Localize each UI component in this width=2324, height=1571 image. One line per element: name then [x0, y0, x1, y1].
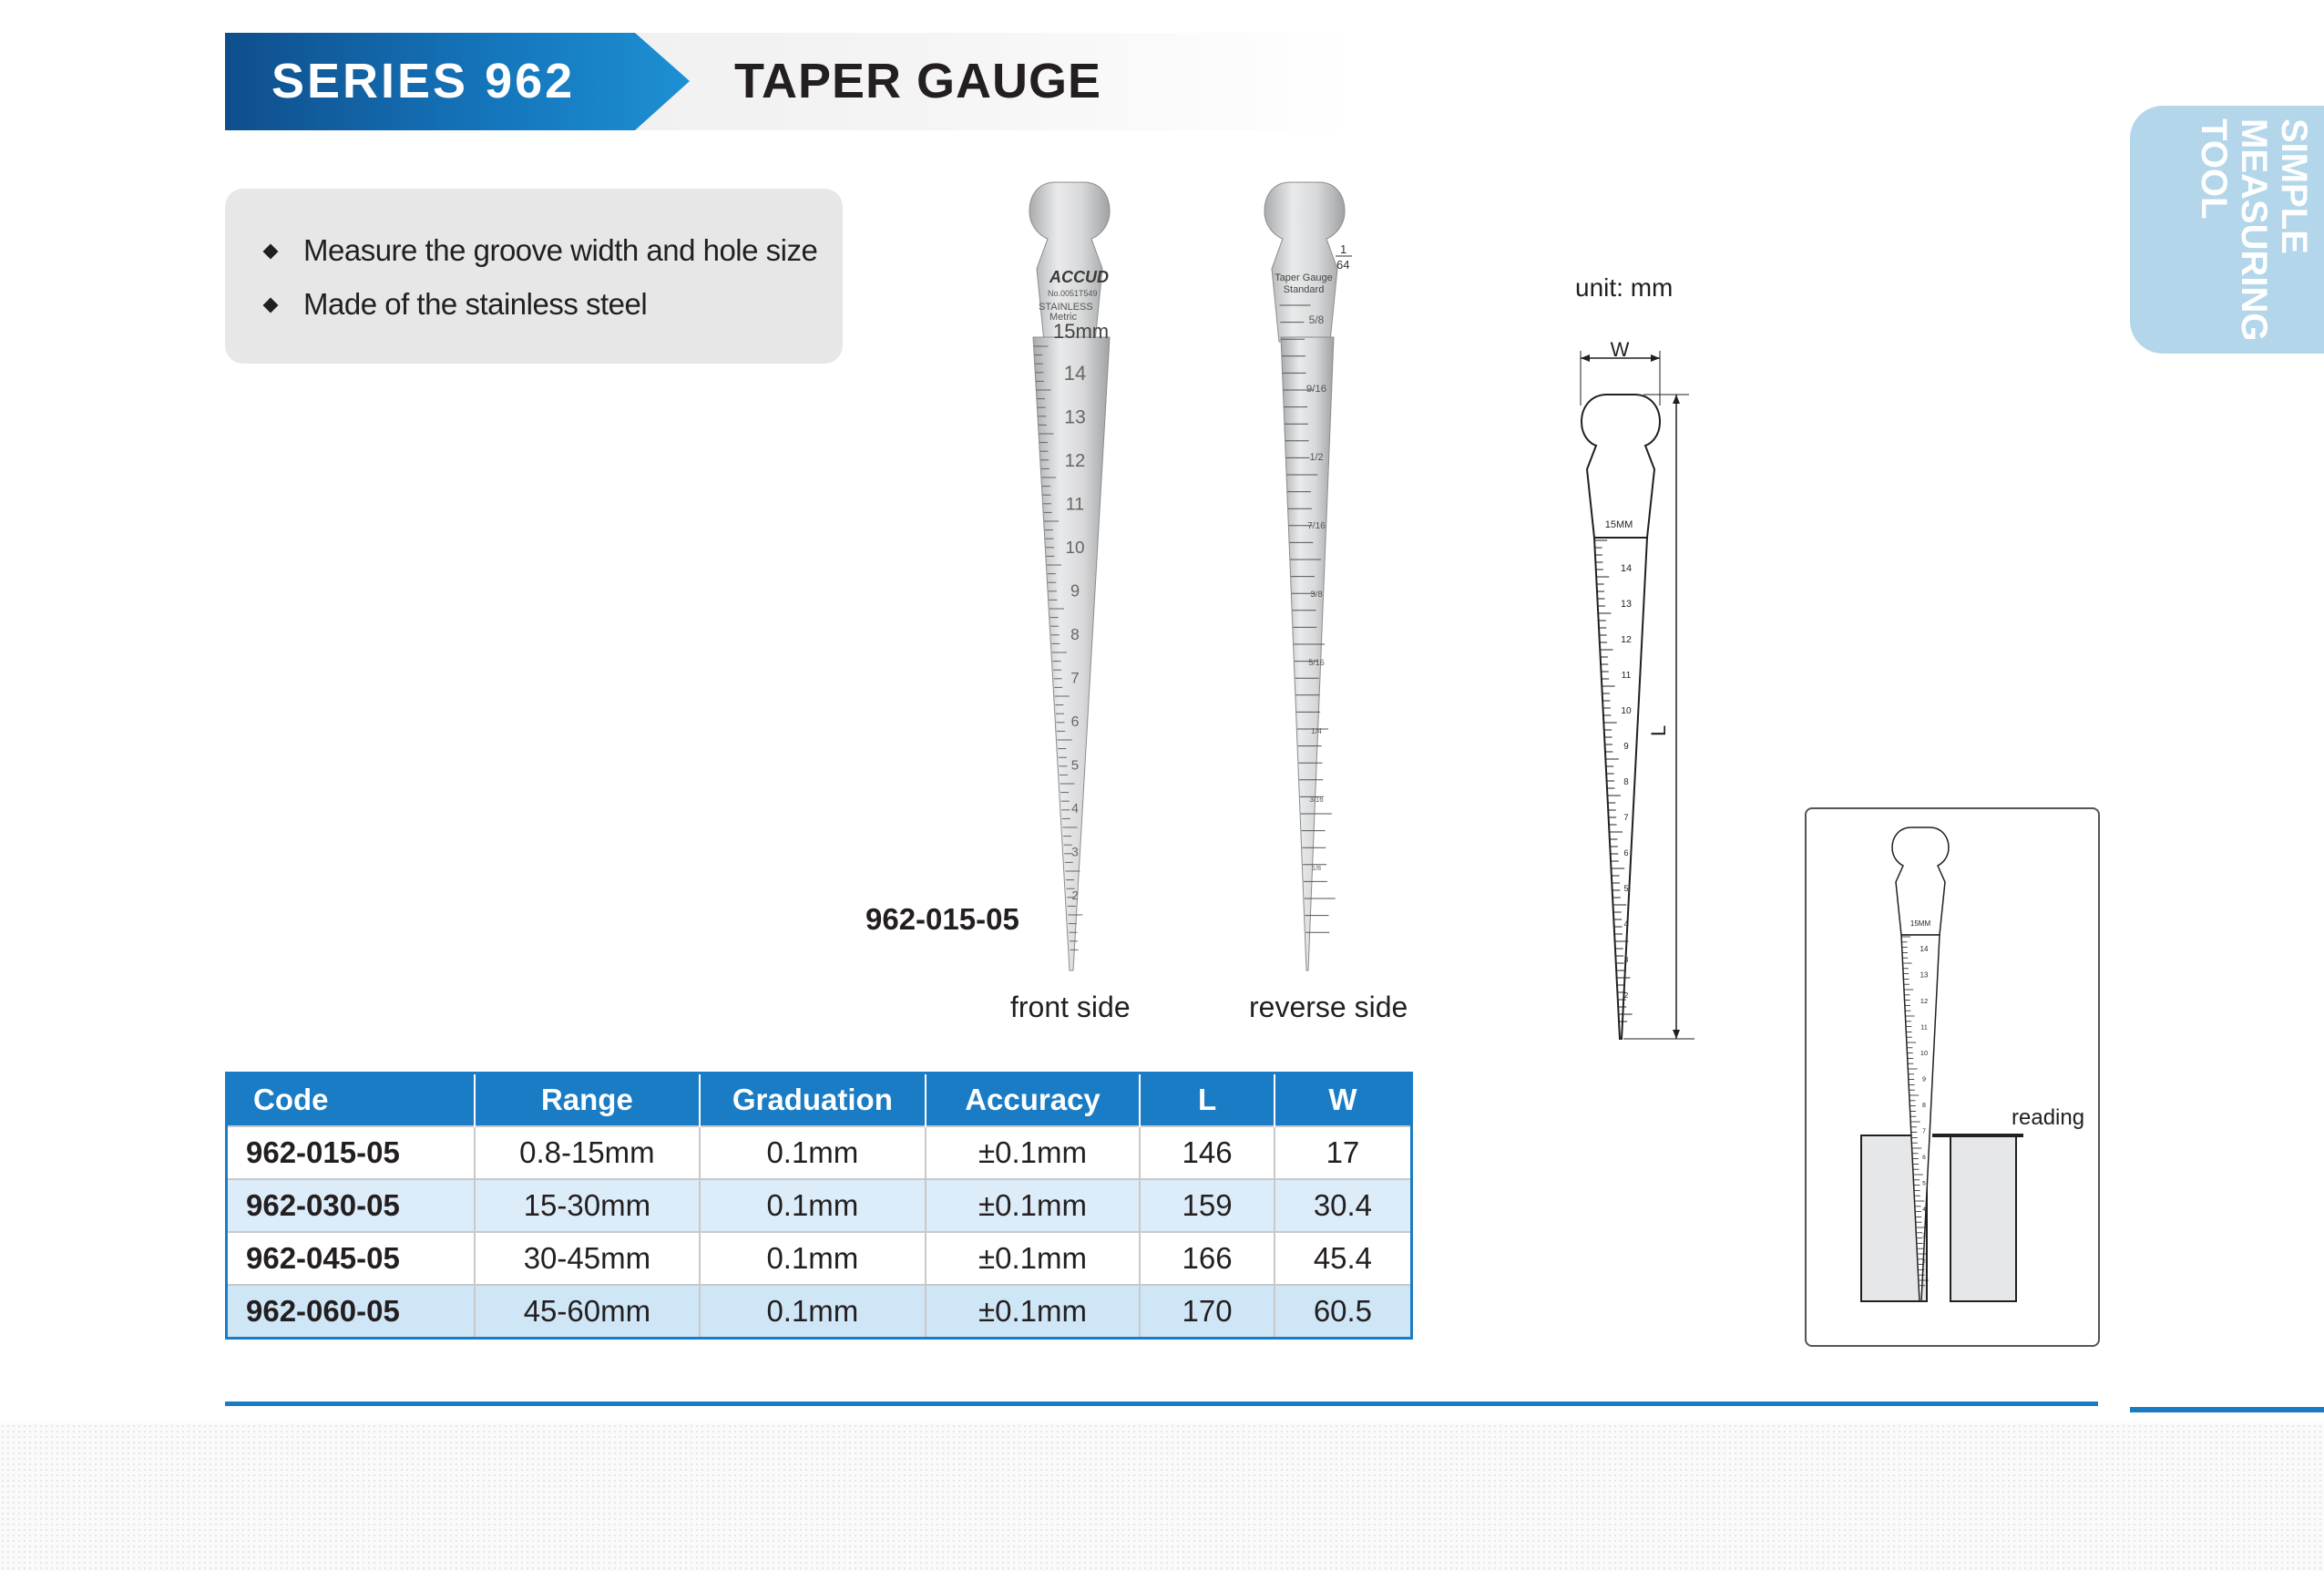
scale-number: 8 — [1922, 1103, 1926, 1109]
scale-number: 14 — [1063, 362, 1087, 385]
cell-accuracy: ±0.1mm — [926, 1126, 1141, 1179]
scale-number: 2 — [1623, 991, 1629, 1000]
scale-number: 3 — [1922, 1232, 1926, 1239]
cell-range: 15-30mm — [475, 1179, 700, 1232]
feature-item — [303, 287, 647, 322]
scale-number: 2 — [1071, 888, 1079, 902]
scale-number: 12 — [1621, 634, 1632, 645]
scale-number: 12 — [1920, 997, 1929, 1005]
reverse-system: Standard — [1283, 284, 1325, 295]
scale-number: 10 — [1621, 706, 1632, 716]
scale-number: 13 — [1920, 970, 1929, 980]
scale-number: 9 — [1070, 581, 1080, 601]
cell-range: 0.8-15mm — [475, 1126, 700, 1179]
dimension-drawing — [1567, 333, 1694, 1052]
cell-w: 60.5 — [1275, 1285, 1412, 1339]
scale-number: 6 — [1623, 848, 1629, 857]
scale-number: 2 — [1922, 1258, 1926, 1265]
cell-w: 17 — [1275, 1126, 1412, 1179]
scale-number: 11 — [1621, 671, 1632, 681]
features-box — [225, 189, 843, 364]
scale-number: 4 — [1071, 802, 1079, 816]
reverse-side-label: reverse side — [1249, 991, 1408, 1023]
scale-number: 10 — [1920, 1049, 1929, 1057]
scale-number: 11 — [1920, 1022, 1928, 1032]
front-side-label: front side — [1010, 991, 1131, 1023]
max-size-label: 15mm — [1053, 320, 1110, 343]
w-dimension-label: W — [1610, 338, 1630, 361]
footer-pattern — [0, 1423, 2324, 1571]
footer-divider-right — [2130, 1407, 2324, 1412]
cell-w: 30.4 — [1275, 1179, 1412, 1232]
feature-text: Measure the groove width and hole size — [303, 233, 818, 267]
scale-number: 9 — [1922, 1074, 1926, 1083]
cell-graduation: 0.1mm — [700, 1179, 926, 1232]
scale-number: 1/2 — [1309, 452, 1324, 463]
scale-number: 8 — [1623, 777, 1629, 787]
cell-graduation: 0.1mm — [700, 1126, 926, 1179]
scale-number: 7/16 — [1307, 521, 1326, 531]
category-tab-line1: SIMPLE — [2274, 118, 2314, 254]
cell-graduation: 0.1mm — [700, 1285, 926, 1339]
scale-number: 9/16 — [1305, 384, 1327, 395]
scale-number: 9 — [1623, 742, 1629, 752]
scale-number: 3 — [1623, 955, 1629, 964]
feature-text: Made of the stainless steel — [303, 287, 648, 321]
material-label: STAINLESS — [1039, 302, 1093, 313]
cell-range: 45-60mm — [475, 1285, 700, 1339]
scale-number: 6 — [1070, 714, 1080, 730]
cell-code: 962-030-05 — [227, 1179, 475, 1232]
reading-top-mark: 15MM — [1909, 919, 1931, 928]
scale-number: 14 — [1620, 563, 1633, 574]
table-row — [227, 1285, 1412, 1339]
scale-number: 3/8 — [1310, 590, 1323, 600]
cell-l: 159 — [1140, 1179, 1275, 1232]
scale-number: 1/8 — [1312, 864, 1321, 872]
scale-number: 5/16 — [1308, 658, 1325, 667]
scale-number: 12 — [1064, 450, 1086, 471]
scale-number: 7 — [1922, 1128, 1926, 1135]
cell-range: 30-45mm — [475, 1232, 700, 1285]
scale-number: 4 — [1623, 919, 1629, 929]
scale-number: 5 — [1623, 884, 1629, 893]
col-header-w: W — [1275, 1073, 1412, 1127]
scale-number: 3/16 — [1309, 796, 1324, 804]
scale-number: 11 — [1065, 494, 1085, 515]
cell-w: 45.4 — [1275, 1232, 1412, 1285]
model-code: 962-015-05 — [865, 902, 1019, 936]
category-tab-line2: MEASURING TOOL — [2194, 118, 2274, 342]
col-header-graduation: Graduation — [700, 1073, 926, 1127]
table-row — [227, 1232, 1412, 1285]
serial-number: No.0051T549 — [1048, 289, 1098, 298]
drawing-top-mark: 15MM — [1604, 519, 1633, 530]
feature-item — [303, 233, 817, 268]
heading-fraction-den: 64 — [1336, 258, 1350, 272]
scale-number: 10 — [1065, 539, 1085, 558]
reading-label: reading — [2012, 1105, 2085, 1130]
cell-l: 146 — [1140, 1126, 1275, 1179]
front-gauge — [1029, 182, 1110, 970]
unit-label: unit: mm — [1575, 273, 1674, 302]
cell-code: 962-015-05 — [227, 1126, 475, 1179]
bullet-icon — [263, 244, 279, 260]
scale-number: 6 — [1922, 1155, 1926, 1161]
scale-number: 5 — [1922, 1180, 1926, 1187]
reverse-gauge — [1264, 182, 1352, 970]
col-header-accuracy: Accuracy — [926, 1073, 1141, 1127]
cell-code: 962-060-05 — [227, 1285, 475, 1339]
col-header-range: Range — [475, 1073, 700, 1127]
scale-number: 13 — [1064, 406, 1086, 428]
l-dimension-label: L — [1647, 724, 1670, 736]
spec-table — [225, 1072, 1413, 1340]
product-photo — [1002, 178, 1385, 980]
col-header-code: Code — [227, 1073, 475, 1127]
cell-l: 166 — [1140, 1232, 1275, 1285]
cell-code: 962-045-05 — [227, 1232, 475, 1285]
cell-accuracy: ±0.1mm — [926, 1232, 1141, 1285]
system-label: Metric — [1049, 312, 1077, 323]
footer-divider — [225, 1402, 2098, 1406]
series-title: SERIES 962 — [271, 54, 576, 108]
scale-number: 7 — [1070, 669, 1080, 687]
cell-graduation: 0.1mm — [700, 1232, 926, 1285]
bullet-icon — [263, 298, 279, 313]
reading-diagram — [1805, 807, 2100, 1347]
category-tab-label — [2194, 118, 2314, 346]
page-title: TAPER GAUGE — [734, 54, 1102, 108]
cell-l: 170 — [1140, 1285, 1275, 1339]
scale-number: 5 — [1070, 757, 1080, 774]
cell-accuracy: ±0.1mm — [926, 1179, 1141, 1232]
table-row — [227, 1179, 1412, 1232]
scale-number: 13 — [1621, 599, 1632, 610]
col-header-l: L — [1140, 1073, 1275, 1127]
scale-number: 5/8 — [1308, 313, 1325, 326]
reverse-title: Taper Gauge — [1275, 272, 1333, 283]
heading-fraction-num: 1 — [1340, 242, 1347, 256]
scale-number: 8 — [1070, 625, 1080, 643]
scale-number: 3 — [1071, 845, 1079, 859]
scale-number: 4 — [1922, 1206, 1926, 1213]
table-header-row — [227, 1073, 1412, 1127]
scale-number: 7 — [1623, 813, 1629, 823]
scale-number: 14 — [1920, 945, 1929, 953]
table-row — [227, 1126, 1412, 1179]
cell-accuracy: ±0.1mm — [926, 1285, 1141, 1339]
brand-logo: ACCUD — [1049, 268, 1109, 286]
scale-number: 1/4 — [1311, 726, 1322, 735]
